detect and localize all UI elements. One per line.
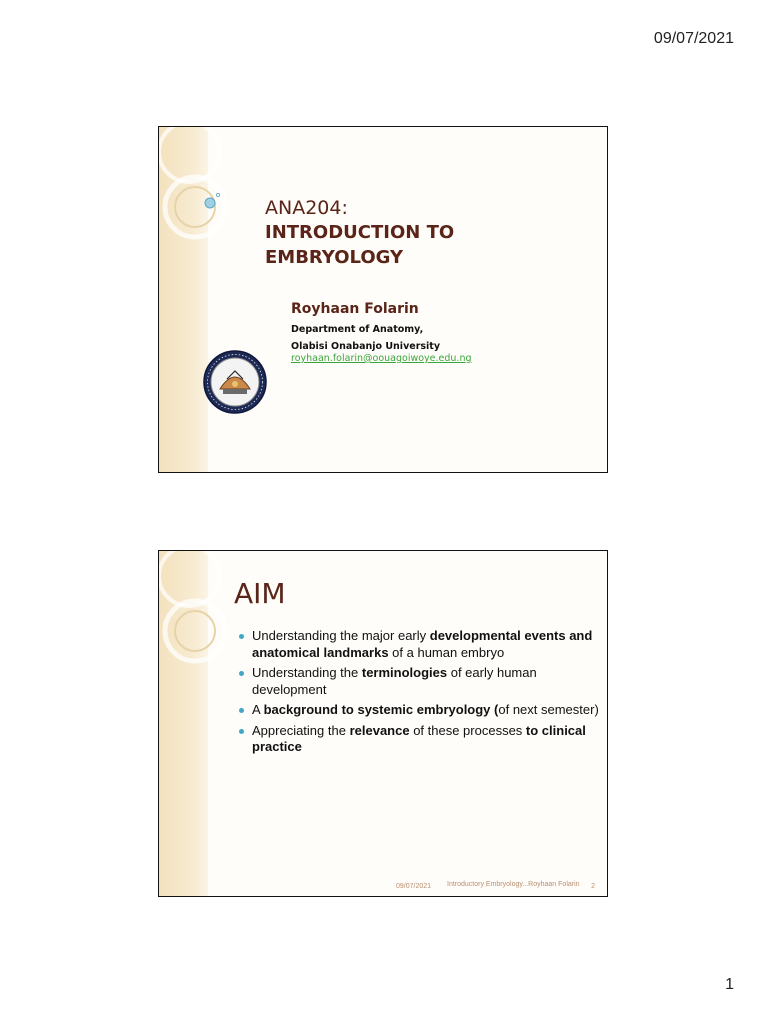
bullet-text: A (252, 702, 264, 717)
aim-bullet-list (239, 628, 599, 760)
bullet-text: of next semester) (498, 702, 599, 717)
bullet-dot-icon (239, 729, 244, 734)
bullet-item (239, 723, 599, 756)
bullet-text: of these processes (409, 722, 526, 738)
bullet-item (239, 702, 599, 719)
bullet-text: Understanding the major early (252, 628, 430, 643)
bullet-dot-icon (239, 634, 244, 639)
bullet-text: background to systemic embryology ( (263, 702, 499, 717)
footer-slide-number: 2 (591, 883, 595, 890)
bullet-text: to clinical practice (252, 722, 586, 754)
bullet-text: Appreciating the (252, 722, 350, 738)
bullet-text: of a human embryo (388, 644, 505, 660)
bullet-text: terminologies (361, 665, 448, 680)
university-seal-icon (202, 349, 268, 415)
page-number: 1 (725, 976, 734, 993)
bullet-item (239, 665, 599, 698)
swirl-decoration-icon (159, 551, 239, 691)
university: Olabisi Onabanjo University (291, 341, 441, 352)
course-code: ANA204: (265, 197, 348, 219)
page-date: 09/07/2021 (653, 30, 734, 47)
bullet-text: of early human development (252, 665, 537, 697)
bullet-dot-icon (239, 671, 244, 676)
bullet-item (239, 628, 599, 661)
footer-date: 09/07/2021 (396, 883, 432, 890)
department: Department of Anatomy, (291, 324, 424, 335)
slide-aim (158, 550, 608, 897)
bullet-text: developmental events and anatomical landmarks (252, 628, 593, 660)
slide-heading: AIM (234, 577, 286, 610)
email-link[interactable]: royhaan.folarin@oouagoiwoye.edu.ng (291, 353, 472, 364)
author-name: Royhaan Folarin (291, 301, 419, 317)
slide-title-text: INTRODUCTION TO EMBRYOLOGY (265, 222, 455, 268)
swirl-decoration-icon (159, 127, 239, 267)
slide-title (158, 126, 608, 473)
footer-title: Introductory Embryology...Royhaan Folarin (447, 881, 580, 888)
bullet-text: relevance (349, 722, 410, 738)
bullet-text: Understanding the (252, 665, 362, 680)
bullet-dot-icon (239, 708, 244, 713)
